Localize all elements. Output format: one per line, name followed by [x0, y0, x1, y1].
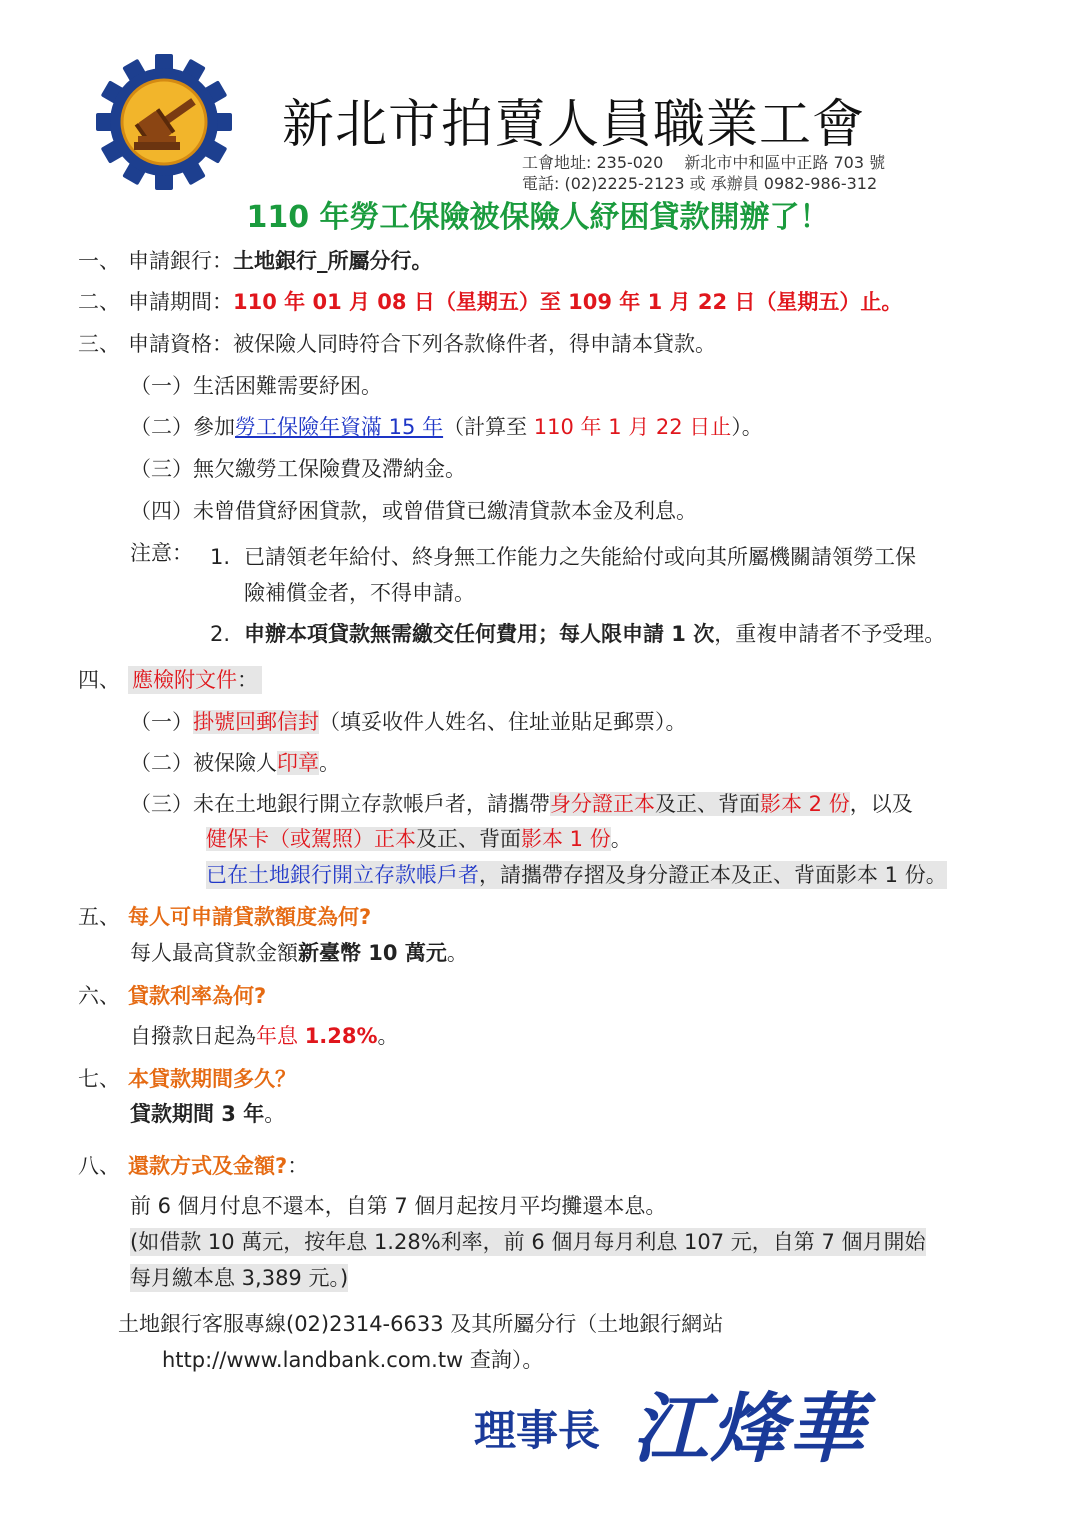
period-value: 貸款期間 3 年	[130, 1102, 265, 1126]
item-number: （二）	[130, 415, 193, 439]
item-number: （一）	[130, 374, 193, 398]
interest-rate	[130, 1022, 399, 1050]
repayment-example-line-2: 每月繳本息 3,389 元。)	[130, 1266, 349, 1290]
section-6	[78, 982, 266, 1010]
bank-website: http://www.landbank.com.tw 查詢）。	[162, 1348, 544, 1372]
label-colon: ：	[287, 1154, 309, 1178]
chairman-name: 江烽華	[632, 1384, 866, 1473]
section-label: 每人可申請貸款額度為何?	[128, 905, 372, 929]
note-1-line-1: 已請領老年給付、終身無工作能力之失能給付或向其所屬機關請領勞工保	[244, 545, 916, 569]
item-highlight: 影本 2 份	[760, 792, 850, 816]
application-period: 110 年 01 月 08 日（星期五）至 109 年 1 月 22 日（星期五）止。	[233, 290, 903, 314]
bank-hotline: 土地銀行客服專線(02)2314-6633 及其所屬分行（土地銀行網站	[118, 1312, 724, 1336]
item-highlight: 影本 1 份	[521, 827, 611, 851]
item-number: （二）	[130, 751, 193, 775]
section-number: 六、	[78, 984, 120, 1008]
account-holder-text: 已在土地銀行開立存款帳戶者	[206, 863, 479, 887]
item-text: ）。	[731, 415, 763, 439]
section-label: 申請期間：	[128, 290, 233, 314]
label-colon: ：	[237, 668, 258, 692]
item-text: 及正、背面	[416, 827, 521, 851]
document-item-3	[130, 790, 913, 818]
section-label: 本貸款期間多久？	[128, 1067, 296, 1091]
item-text: 無欠繳勞工保險費及滯納金。	[193, 457, 466, 481]
document-item-2	[130, 749, 340, 777]
section-number: 七、	[78, 1067, 120, 1091]
section-number: 五、	[78, 905, 120, 929]
note-1-line-2: 險補償金者，不得申請。	[244, 581, 475, 605]
eligibility-item-3	[130, 455, 466, 483]
text: 每人最高貸款金額	[130, 941, 298, 965]
text: 。	[446, 941, 468, 965]
loan-amount	[130, 939, 468, 967]
item-highlight: 身分證正本	[550, 792, 655, 816]
section-label: 還款方式及金額?	[128, 1154, 288, 1178]
item-number: （四）	[130, 499, 193, 523]
union-logo	[96, 54, 232, 190]
insurance-years-link[interactable]: 勞工保險年資滿 15 年	[235, 415, 444, 439]
section-4	[78, 666, 262, 694]
item-number: （三）	[130, 792, 193, 816]
item-highlight: 掛號回郵信封	[193, 710, 319, 734]
item-text: 及正、背面	[655, 792, 760, 816]
eligibility-item-4	[130, 497, 697, 525]
item-text: （填妥收件人姓名、住址並貼足郵票）。	[319, 710, 687, 734]
section-label: 應檢附文件	[132, 668, 237, 692]
note-label: 注意：	[130, 541, 193, 565]
item-text: 。	[610, 827, 632, 851]
union-address: 工會地址: 235-020 新北市中和區中正路 703 號	[522, 153, 886, 172]
rate-label: 年息	[256, 1024, 305, 1048]
section-8	[78, 1152, 308, 1180]
document-item-1	[130, 708, 687, 736]
item-text: （計算至	[443, 415, 534, 439]
text: 自撥款日起為	[130, 1024, 256, 1048]
item-number: （一）	[130, 710, 193, 734]
section-number: 三、	[78, 332, 120, 356]
union-name: 新北市拍賣人員職業工會	[282, 95, 866, 155]
item-highlight: 印章	[277, 751, 319, 775]
loan-period	[130, 1100, 285, 1128]
document-item-3-line-3	[206, 861, 947, 889]
note-2-number: 2.	[210, 622, 231, 646]
chairman-title: 理事長	[474, 1406, 601, 1455]
item-text: 未曾借貸紓困貸款，或曾借貸已繳清貸款本金及利息。	[193, 499, 697, 523]
section-2	[78, 288, 902, 316]
document-item-3-line-2	[206, 825, 632, 853]
repayment-line-1: 前 6 個月付息不還本，自第 7 個月起按月平均攤還本息。	[130, 1194, 667, 1218]
section-label: 申請銀行：	[128, 249, 233, 273]
note-1-number: 1.	[210, 545, 231, 569]
text: 。	[377, 1024, 399, 1048]
eligibility-intro: 被保險人同時符合下列各款條件者，得申請本貸款。	[233, 332, 716, 356]
section-number: 四、	[78, 668, 120, 692]
item-text: 被保險人	[193, 751, 277, 775]
item-text: ，以及	[849, 792, 913, 816]
cutoff-date: 110 年 1 月 22 日止	[533, 415, 732, 439]
item-number: （三）	[130, 457, 193, 481]
section-label: 貸款利率為何?	[128, 984, 267, 1008]
section-3	[78, 330, 716, 358]
item-text: ，請攜帶存摺及身分證正本及正、背面影本 1 份。	[479, 863, 947, 887]
repayment-example-line-1: (如借款 10 萬元，按年息 1.28%利率，前 6 個月每月利息 107 元，自第 7 個月開始	[130, 1230, 926, 1254]
item-text: 生活困難需要紓困。	[193, 374, 382, 398]
item-text: 。	[319, 751, 340, 775]
section-5	[78, 903, 371, 931]
rate-value: 1.28%	[304, 1024, 378, 1048]
bank-name: 土地銀行_所屬分行。	[233, 249, 433, 273]
eligibility-item-2	[130, 413, 763, 441]
section-label: 申請資格：	[128, 332, 233, 356]
amount-value: 新臺幣 10 萬元	[298, 941, 447, 965]
item-highlight: 健保卡（或駕照）正本	[206, 827, 416, 851]
section-7	[78, 1065, 296, 1093]
note-2-rest: ，重複申請者不予受理。	[714, 622, 946, 646]
item-text: 未在土地銀行開立存款帳戶者，請攜帶	[193, 792, 550, 816]
eligibility-item-1	[130, 372, 382, 400]
section-1	[78, 247, 433, 275]
note-2-bold: 申辦本項貸款無需繳交任何費用；每人限申請 1 次	[244, 622, 715, 646]
section-number: 二、	[78, 290, 120, 314]
note-2	[244, 620, 945, 648]
item-text: 參加	[193, 415, 235, 439]
section-number: 八、	[78, 1154, 120, 1178]
union-phone: 電話: (02)2225-2123 或 承辦員 0982-986-312	[522, 174, 878, 193]
headline: 110 年勞工保險被保險人紓困貸款開辦了！	[246, 200, 830, 235]
section-number: 一、	[78, 249, 120, 273]
text: 。	[264, 1102, 286, 1126]
